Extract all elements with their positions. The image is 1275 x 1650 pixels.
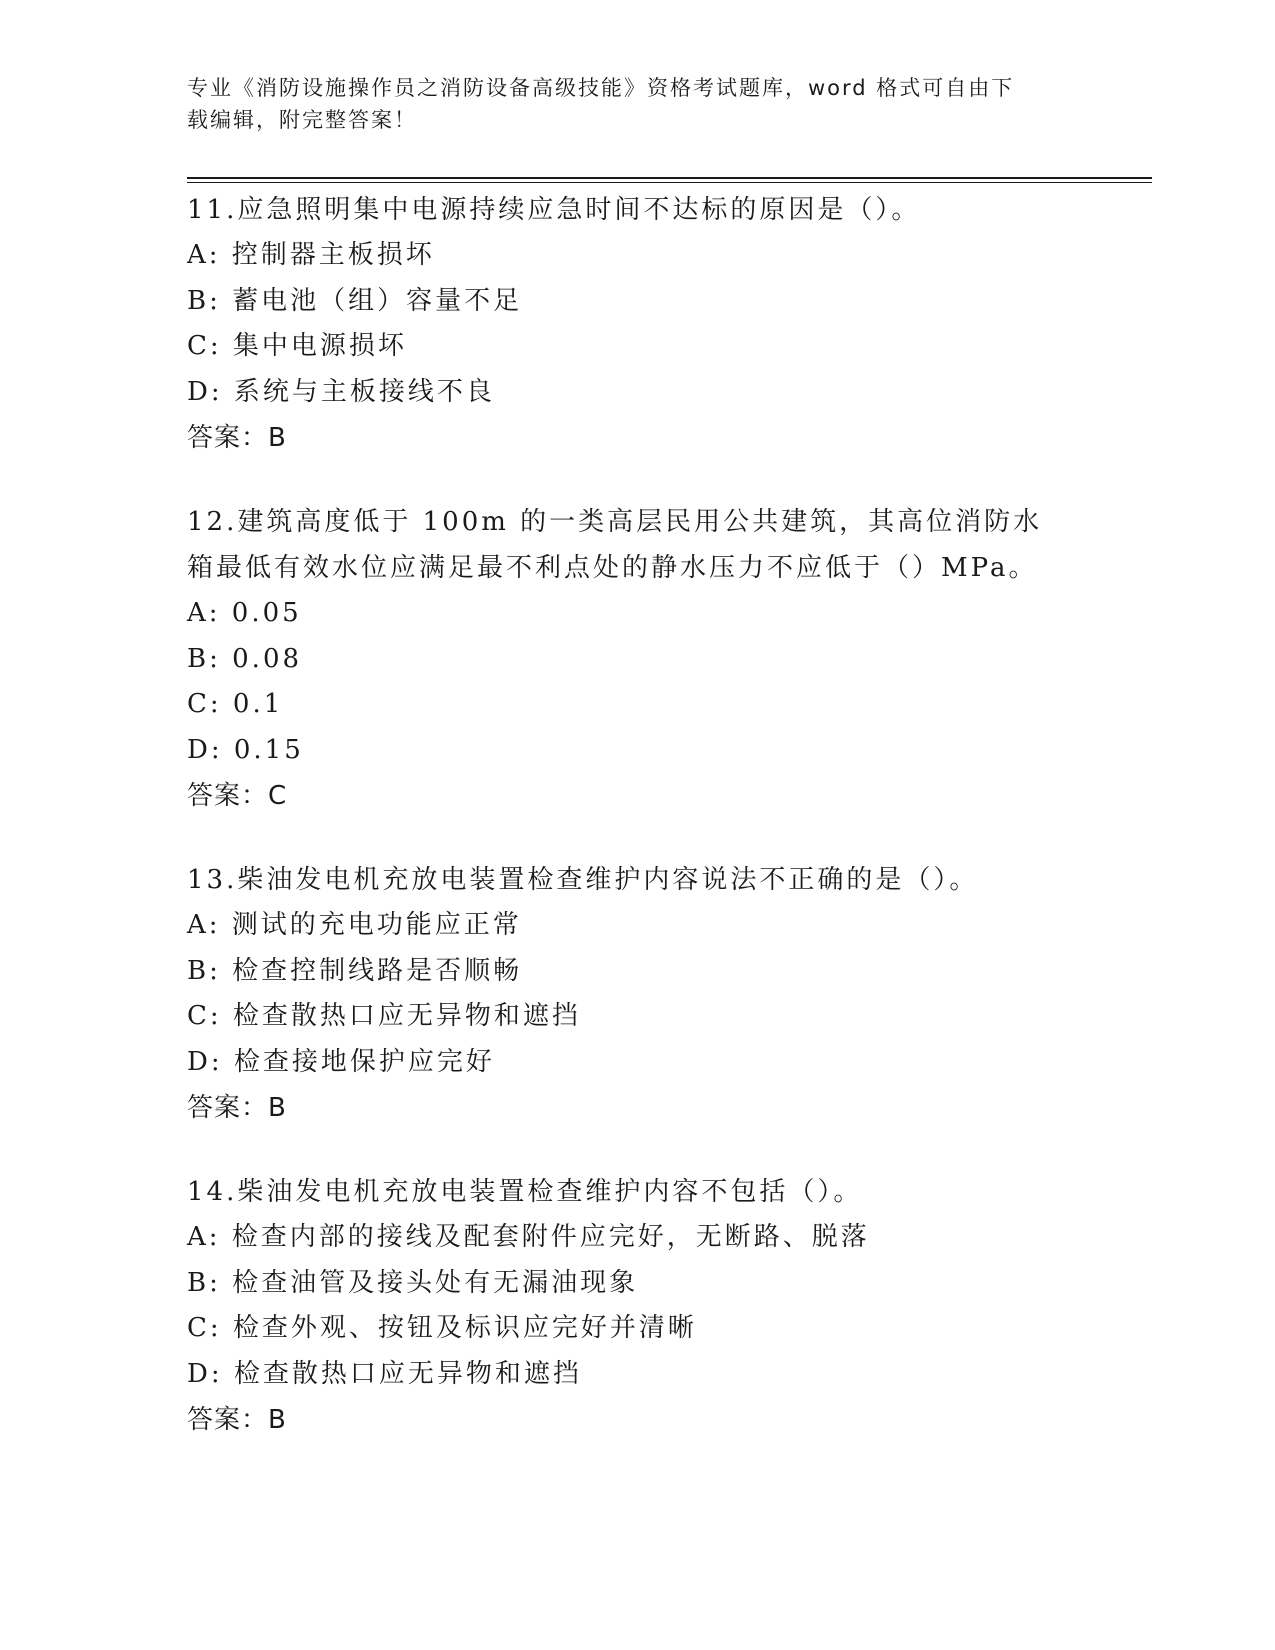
header-divider-thin (187, 182, 1152, 183)
option-c: C: 0.1 (187, 689, 284, 719)
question-13 (187, 857, 1067, 1131)
header-line-2: 载编辑，附完整答案！ (187, 108, 417, 132)
option-a: A: 0.05 (187, 598, 302, 628)
option-c: C: 检查散热口应无异物和遮挡 (187, 1001, 581, 1031)
option-d: D: 检查散热口应无异物和遮挡 (187, 1358, 582, 1389)
option-a: A: 测试的充电功能应正常 (187, 910, 522, 940)
header-line-1: 专业《消防设施操作员之消防设备高级技能》资格考试题库，word 格式可自由下 (187, 76, 1015, 100)
answer-line: 答案：B (187, 423, 287, 453)
document-header (187, 72, 1087, 136)
question-stem: 14.柴油发电机充放电装置检查维护内容不包括（）。 (187, 1177, 863, 1207)
option-b: B: 检查控制线路是否顺畅 (187, 955, 523, 986)
answer-line: 答案：C (187, 781, 288, 811)
header-divider-thick (187, 177, 1152, 179)
option-d: D: 检查接地保护应完好 (187, 1046, 495, 1077)
option-c: C: 检查外观、按钮及标识应完好并清晰 (187, 1313, 697, 1343)
question-12 (187, 499, 1067, 819)
question-stem: 13.柴油发电机充放电装置检查维护内容说法不正确的是（）。 (187, 865, 979, 895)
answer-line: 答案：B (187, 1405, 287, 1435)
question-list (187, 187, 1067, 1481)
question-stem: 12.建筑高度低于 100m 的一类高层民用公共建筑，其高位消防水箱最低有效水位应满足最不利点处的静水压力不应低于（）MPa。 (187, 507, 1043, 583)
option-a: A: 控制器主板损坏 (187, 240, 435, 270)
option-a: A: 检查内部的接线及配套附件应完好，无断路、脱落 (187, 1222, 870, 1252)
answer-line: 答案：B (187, 1093, 287, 1123)
option-d: D: 0.15 (187, 734, 304, 765)
option-b: B: 检查油管及接头处有无漏油现象 (187, 1267, 639, 1298)
question-14 (187, 1169, 1067, 1443)
option-b: B: 蓄电池（组）容量不足 (187, 285, 523, 316)
option-d: D: 系统与主板接线不良 (187, 376, 495, 407)
question-11 (187, 187, 1067, 461)
option-c: C: 集中电源损坏 (187, 331, 407, 361)
question-stem: 11.应急照明集中电源持续应急时间不达标的原因是（）。 (187, 195, 921, 225)
option-b: B: 0.08 (187, 643, 303, 674)
